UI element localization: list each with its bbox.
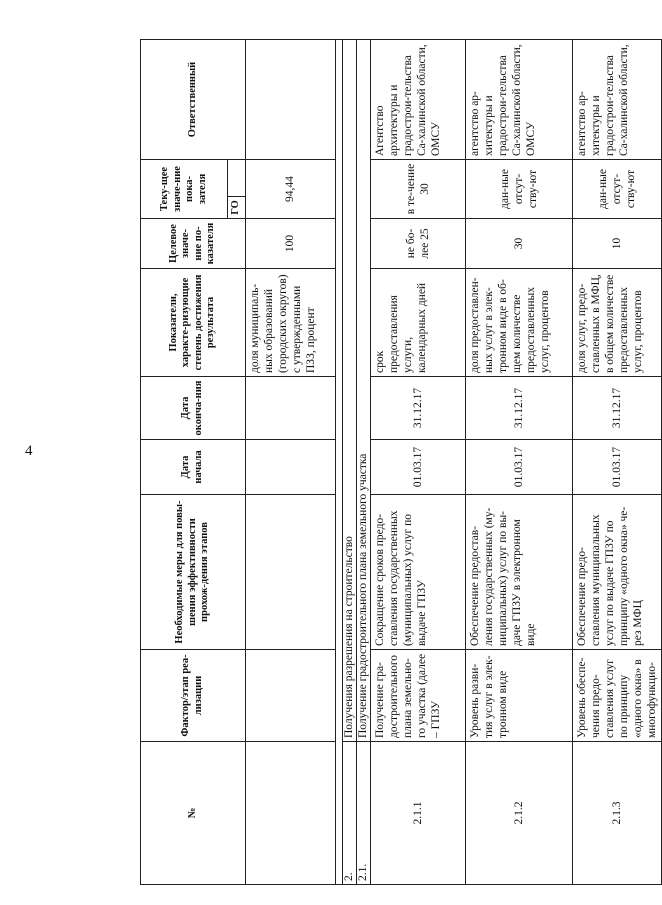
row-end-date: 31.12.17 [370,377,465,440]
row-target: не бо-лее 25 [370,219,465,269]
row-indicator: доля предоставлен-ных услуг в элек-тронном виде в об-щем количестве предоставленных услуг, процентов [465,269,572,377]
row-factor: Уровень разви-тия услуг в элек-тронном виде [465,650,572,742]
row-end-date: 31.12.17 [465,377,572,440]
cell-empty [245,495,335,650]
row-measures: Сокращение сроков предо-ставления государственных (муниципальных) услуг по выдаче ГПЗУ [370,495,465,650]
table-row [465,40,572,885]
header-current-empty [228,160,246,197]
cell-prev-current: 94,44 [245,160,335,219]
table-row [370,40,465,885]
row-current: в те-чение 30 [370,160,465,219]
row-num: 2.1.2 [465,742,572,885]
row-start-date: 01.03.17 [370,440,465,495]
row-num: 2.1.1 [370,742,465,885]
header-factor: Фактор/этап реа-лизации [141,650,246,742]
cell-empty [245,40,335,160]
table-header-row [141,40,228,885]
table-row [572,40,661,885]
section-num: 2. [342,742,356,885]
header-responsible: Ответственный [141,40,246,160]
row-start-date: 01.03.17 [465,440,572,495]
row-current: дан-ные отсут-ству-ют [465,160,572,219]
header-measures: Необходимые меры для повы-шения эффективности прохож-дения этапов [141,495,246,650]
row-indicator: доля услуг, предо-ставленных в МФЦ, в общем количестве предоставленных услуг, процентов [572,269,661,377]
row-end-date: 31.12.17 [572,377,661,440]
row-start-date: 01.03.17 [572,440,661,495]
header-end-date: Дата оконча-ния [141,377,246,440]
row-target: 10 [572,219,661,269]
table-row-spacer [335,40,342,885]
subsection-num: 2.1. [356,742,370,885]
table-row-previous [245,40,335,885]
row-factor: Уровень обеспе-чения предо-ставления услуг по принципу «одного окна» в многофункцио- [572,650,661,742]
cell-empty [245,440,335,495]
page-number: 4 [25,443,33,459]
row-responsible: агентство ар-хитектуры и градострои-тельства Са-халинской области, [572,40,661,160]
header-target: Целевое значе-ние по-казателя [141,219,246,269]
row-measures: Обеспечение предостав-ления государственных (му-ниципальных) услуг по вы-даче ГПЗУ в электронном виде [465,495,572,650]
row-factor: Получение гра-достроительного плана земельно-го участка (далее – ГПЗУ [370,650,465,742]
cell-prev-target: 100 [245,219,335,269]
section-title: Получения разрешения на строительство [342,40,356,742]
row-measures: Обеспечение предо-ставления муниципальных услуг по выдаче ГПЗУ по принципу «одного окна» че-рез МФЦ [572,495,661,650]
rotated-page-content [140,40,658,885]
header-start-date: Дата начала [141,440,246,495]
section-row [342,40,356,885]
header-current-sub: ГО [228,197,246,219]
row-current: дан-ные отсут-ству-ют [572,160,661,219]
cell-empty [245,377,335,440]
header-indicator: Показатели, характе-ризующие степень достижения результата [141,269,246,377]
cell-empty [245,742,335,885]
cell-prev-indicator: доля муниципаль-ных образований (городских округов) с утвержденными ПЗЗ, процент [245,269,335,377]
row-target: 30 [465,219,572,269]
subsection-row [356,40,370,885]
row-responsible: агентство ар-хитектуры и градострои-тельства Са-халинской области, ОМСУ [465,40,572,160]
row-indicator: срок предоставления услуги, календарных дней [370,269,465,377]
row-num: 2.1.3 [572,742,661,885]
header-current: Теку-щее значе-ние пока-зателя [141,160,228,219]
row-responsible: Агентство архитектуры и градострои-тельства Са-халинской области, ОМСУ [370,40,465,160]
subsection-title: Получение градостроительного плана земельного участка [356,40,370,742]
cell-empty [245,650,335,742]
measures-table [140,39,662,885]
header-num: № [141,742,246,885]
